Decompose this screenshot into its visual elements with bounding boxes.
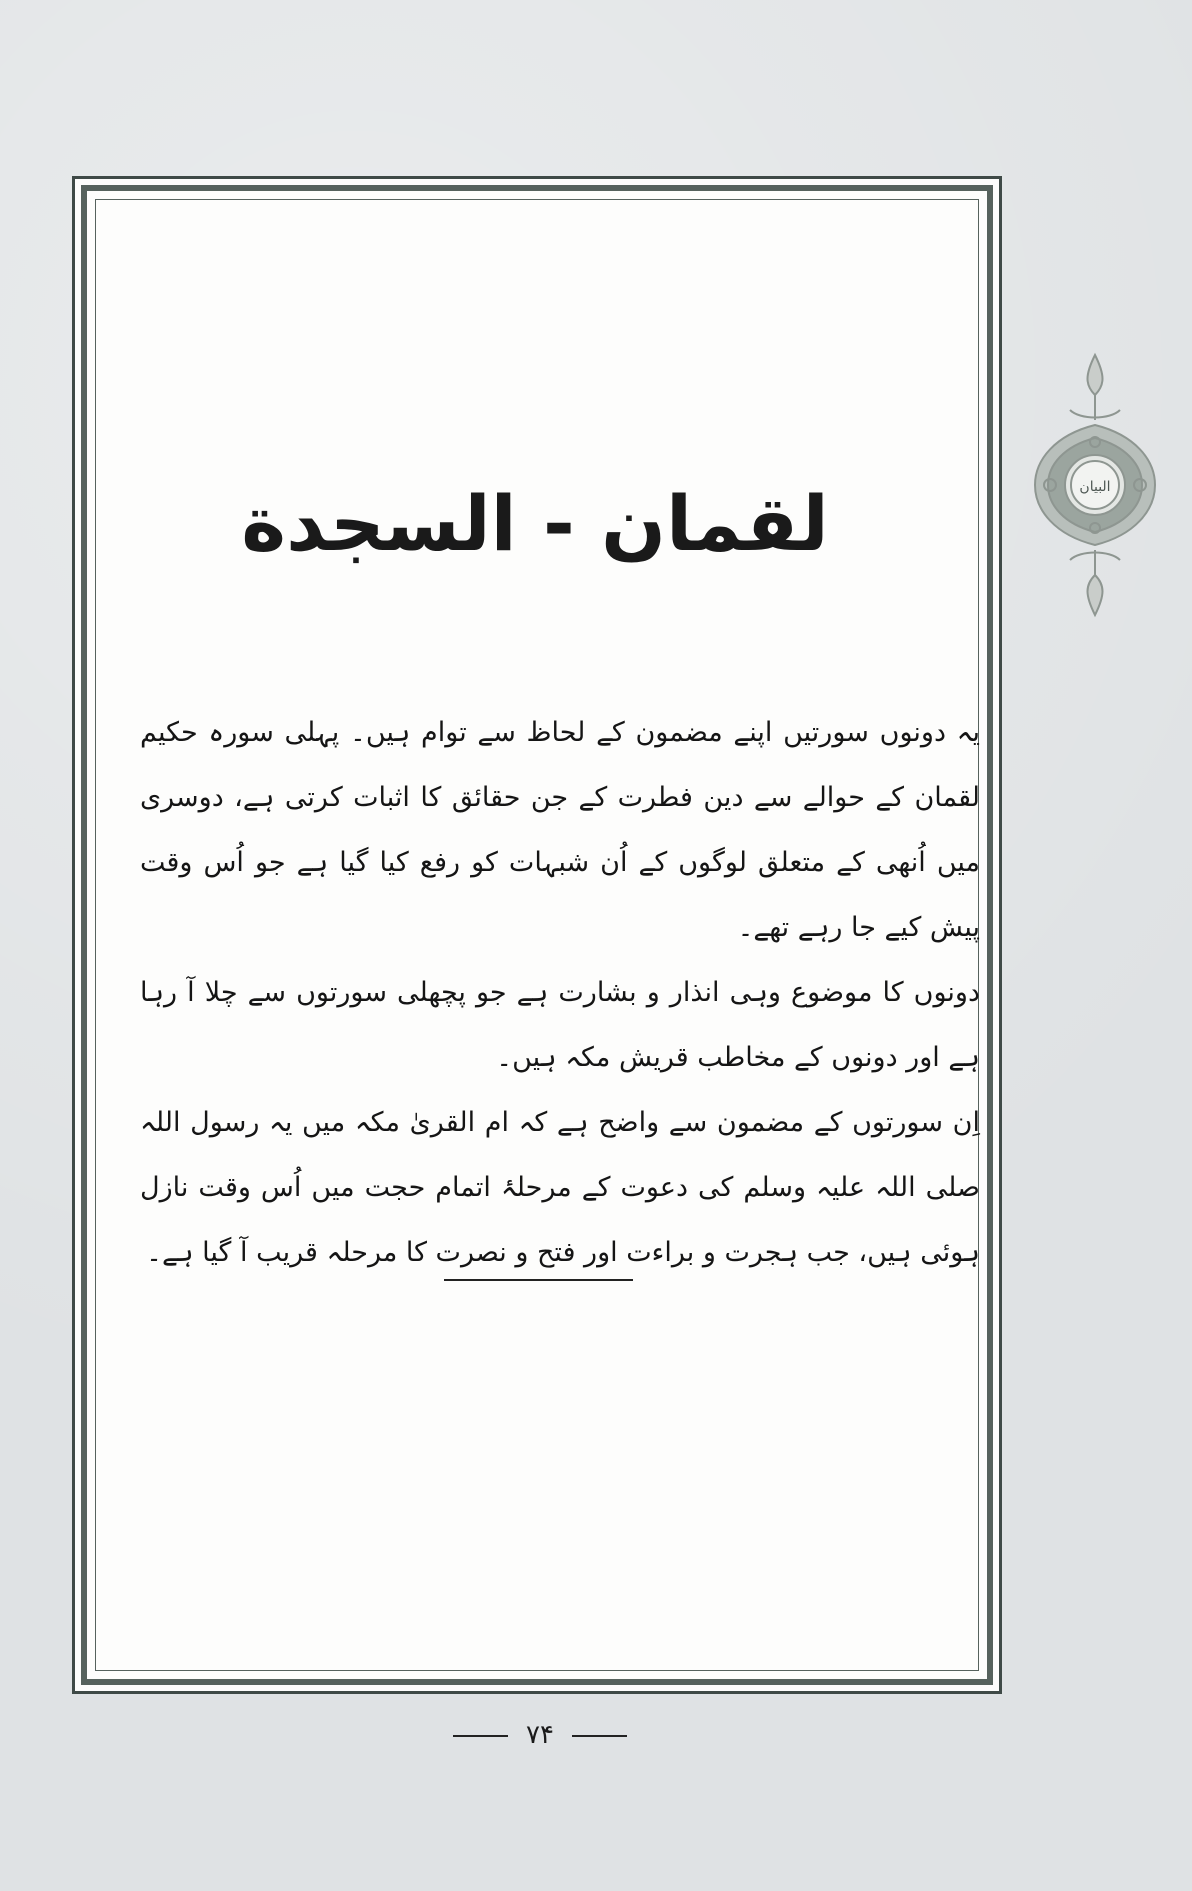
page-title: لقمان - السجدة: [241, 479, 829, 568]
footer-dash-left: [453, 1735, 508, 1737]
page-body: [140, 700, 980, 1285]
paragraph-1: یہ دونوں سورتیں اپنے مضمون کے لحاظ سے توام ہیں۔ پہلی سورہ حکیم لقمان کے حوالے سے دین فطرت کے جن حقائق کا اثبات کرتی ہے، دوسری میں اُنھی کے متعلق لوگوں کے اُن شبہات کو رفع کیا گیا ہے جو اُس وقت پیش کیے جا رہے تھے۔: [140, 717, 980, 943]
footer-dash-right: [572, 1735, 627, 1737]
paragraph-2: دونوں کا موضوع وہی انذار و بشارت ہے جو پچھلی سورتوں سے چلا آ رہا ہے اور دونوں کے مخاطب قریش مکہ ہیں۔: [140, 977, 980, 1073]
section-divider: [444, 1279, 633, 1281]
ornament-medallion-icon: [1030, 350, 1160, 620]
page-number: ۷۴: [526, 1720, 554, 1750]
page-footer: [0, 1720, 1080, 1750]
ornament-text: البیان: [1079, 479, 1111, 495]
paragraph-3: اِن سورتوں کے مضمون سے واضح ہے کہ ام القریٰ مکہ میں یہ رسول اللہ صلی اللہ علیہ وسلم کی دعوت کے مرحلۂ اتمام حجت میں اُس وقت نازل ہوئی ہیں، جب ہجرت و براءت اور فتح و نصرت کا مرحلہ قریب آ گیا ہے۔: [140, 1107, 980, 1268]
